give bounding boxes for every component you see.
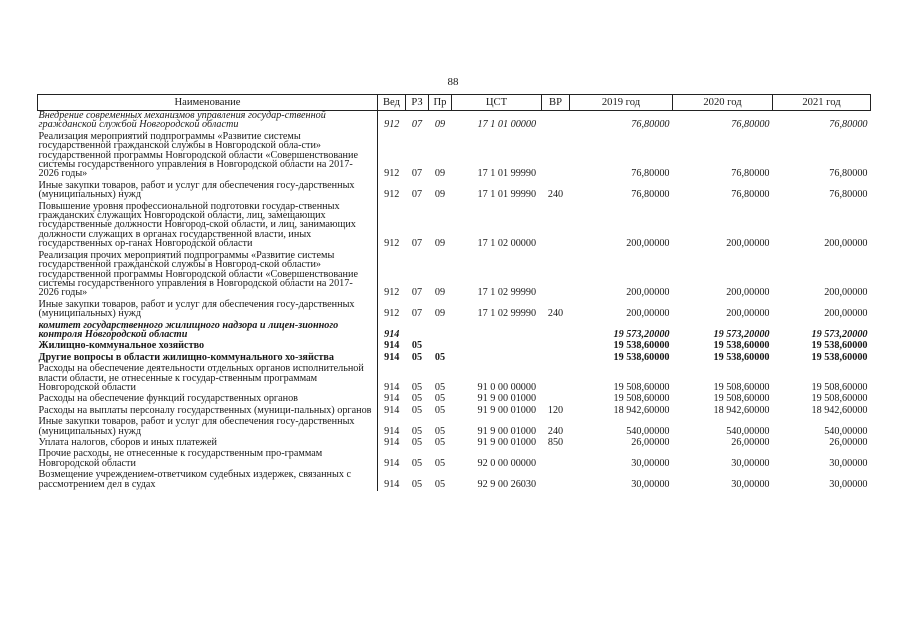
row-value-2021: 200,00000 [824, 308, 868, 320]
table-row [38, 132, 871, 181]
row-ved: 914 [384, 478, 400, 490]
row-rz: 05 [411, 381, 423, 393]
row-value-2019: 19 538,60000 [613, 340, 670, 352]
row-value-2020: 200,00000 [726, 287, 770, 299]
row-name: Реализация прочих мероприятий подпрограммы «Развитие системы государственной гражданской службы в Новгород-ской области» государственной программы Новгородской области «Совершенствование системы государственного управления в Новгородской области на 2017-2026 годы» [38, 251, 378, 300]
row-vr: 850 [547, 437, 564, 448]
row-pr: 09 [434, 287, 446, 299]
row-cst: 91 9 00 01000 [477, 425, 537, 437]
row-value-2020: 19 538,60000 [713, 340, 770, 352]
row-name: Иные закупки товаров, работ и услуг для обеспечения госу-дарственных (муниципальных) нужд [38, 417, 378, 438]
row-vr: 120 [547, 404, 564, 416]
row-cst: 91 9 00 01000 [477, 404, 537, 416]
row-name: Внедрение современных механизмов управления государ-ственной гражданской службой Новгородской области [38, 111, 378, 132]
row-vr: 240 [547, 308, 564, 320]
row-cst [452, 353, 542, 364]
row-value-2020: 26,00000 [731, 437, 770, 448]
row-pr: 05 [434, 404, 446, 416]
header-pr: Пр [429, 95, 452, 111]
row-rz: 05 [411, 437, 423, 448]
row-pr: 09 [434, 189, 446, 201]
row-name: Реализация мероприятий подпрограммы «Развитие системы государственной гражданской службы в Новгородской обла-сти» государственной программы Новгородской области «Совершенствование системы государственного управления в Новгородской области на 2017-2026 годы» [38, 132, 378, 181]
row-value-2021: 19 573,20000 [811, 328, 868, 340]
row-pr: 09 [434, 308, 446, 320]
row-rz: 07 [411, 308, 423, 320]
row-value-2020: 200,00000 [726, 238, 770, 250]
row-cst: 91 0 00 00000 [477, 381, 537, 393]
row-rz: 07 [411, 119, 423, 131]
row-ved: 914 [384, 404, 400, 416]
row-value-2020: 76,80000 [731, 168, 770, 180]
table-header-row [38, 95, 871, 111]
row-cst: 91 9 00 01000 [477, 437, 537, 448]
row-value-2019: 18 942,60000 [613, 404, 670, 416]
table-row [38, 364, 871, 394]
row-vr [542, 202, 570, 251]
table-row [38, 470, 871, 491]
row-ved: 912 [384, 287, 400, 299]
header-vr: ВР [542, 95, 570, 111]
row-ved: 914 [384, 340, 400, 352]
row-rz: 05 [411, 425, 423, 437]
row-ved: 914 [384, 328, 400, 340]
page-number: 88 [447, 76, 459, 88]
row-rz: 07 [411, 189, 423, 201]
row-pr: 09 [434, 238, 446, 250]
row-rz [406, 321, 429, 342]
row-vr [542, 353, 570, 364]
row-pr: 05 [434, 457, 446, 469]
table-row [38, 202, 871, 251]
row-value-2019: 19 573,20000 [613, 328, 670, 340]
row-name: Повышение уровня профессиональной подготовки государ-ственных гражданских служащих Новгородской области, лиц, замещающих государственные должности Новгород-ской области, и лиц, занимающих должности служащих в органах государственной власти, иных государственных ор-ганах Новгородской области [38, 202, 378, 251]
row-ved: 914 [384, 425, 400, 437]
row-name: Другие вопросы в области жилищно-коммунального хо-зяйства [38, 353, 378, 364]
row-value-2021: 200,00000 [824, 238, 868, 250]
row-value-2020: 19 508,60000 [713, 381, 770, 393]
row-ved: 912 [384, 238, 400, 250]
row-rz: 05 [411, 393, 423, 405]
row-pr: 05 [434, 437, 446, 448]
row-value-2019: 76,80000 [631, 119, 670, 131]
row-vr [542, 111, 570, 132]
row-vr [542, 132, 570, 181]
row-vr: 240 [547, 425, 564, 437]
row-vr [542, 321, 570, 342]
row-name: Иные закупки товаров, работ и услуг для обеспечения госу-дарственных (муниципальных) нужд [38, 300, 378, 321]
row-rz: 05 [411, 457, 423, 469]
row-cst: 92 9 00 26030 [477, 478, 537, 490]
row-ved: 914 [384, 437, 400, 448]
row-name: Жилищно-коммунальное хозяйство [38, 341, 378, 352]
row-ved: 914 [384, 457, 400, 469]
row-name: Расходы на выплаты персоналу государственных (муници-пальных) органов [38, 406, 378, 417]
row-cst: 17 1 02 00000 [477, 238, 537, 250]
row-value-2020: 200,00000 [726, 308, 770, 320]
row-value-2020: 18 942,60000 [713, 404, 770, 416]
row-ved: 914 [384, 393, 400, 405]
row-value-2021: 200,00000 [824, 287, 868, 299]
row-name: комитет государственного жилищного надзора и лицен-зионного контроля Новгородской области [38, 321, 378, 342]
row-value-2020: 76,80000 [731, 189, 770, 201]
header-cst: ЦСТ [452, 95, 542, 111]
row-value-2019: 19 508,60000 [613, 381, 670, 393]
row-ved: 914 [384, 351, 400, 363]
header-2020: 2020 год [673, 95, 773, 111]
row-cst: 17 1 01 99990 [477, 168, 537, 180]
row-cst: 17 1 02 99990 [477, 287, 537, 299]
row-value-2019: 30,00000 [631, 478, 670, 490]
row-pr [429, 321, 452, 342]
row-cst: 17 1 01 99990 [477, 189, 537, 201]
row-value-2021: 76,80000 [829, 168, 868, 180]
row-name: Возмещение учреждением-ответчиком судебных издержек, связанных с рассмотрением дел в судах [38, 470, 378, 491]
row-value-2019: 200,00000 [626, 308, 670, 320]
row-value-2019: 76,80000 [631, 189, 670, 201]
row-value-2021: 19 538,60000 [811, 340, 868, 352]
row-name: Расходы на обеспечение функций государственных органов [38, 394, 378, 405]
row-cst: 91 9 00 01000 [477, 393, 537, 405]
row-cst [452, 341, 542, 352]
row-pr: 09 [434, 119, 446, 131]
row-cst: 17 1 02 99990 [477, 308, 537, 320]
row-pr: 05 [434, 393, 446, 405]
row-value-2021: 76,80000 [829, 119, 868, 131]
table-row [38, 449, 871, 470]
header-name: Наименование [38, 95, 378, 111]
row-value-2020: 19 538,60000 [713, 351, 770, 363]
row-value-2019: 200,00000 [626, 238, 670, 250]
header-ved: Вед [378, 95, 406, 111]
row-rz: 05 [411, 351, 423, 363]
row-ved: 914 [384, 381, 400, 393]
header-rz: РЗ [406, 95, 429, 111]
row-value-2020: 19 573,20000 [713, 328, 770, 340]
row-vr [542, 364, 570, 394]
table-row [38, 251, 871, 300]
row-value-2020: 19 508,60000 [713, 393, 770, 405]
table-row [38, 417, 871, 438]
row-value-2021: 19 508,60000 [811, 393, 868, 405]
row-value-2021: 30,00000 [829, 478, 868, 490]
row-vr [542, 251, 570, 300]
row-value-2019: 76,80000 [631, 168, 670, 180]
row-name: Иные закупки товаров, работ и услуг для обеспечения госу-дарственных (муниципальных) нужд [38, 181, 378, 202]
row-value-2019: 200,00000 [626, 287, 670, 299]
row-value-2020: 30,00000 [731, 478, 770, 490]
row-value-2021: 19 508,60000 [811, 381, 868, 393]
row-value-2021: 76,80000 [829, 189, 868, 201]
row-ved: 912 [384, 168, 400, 180]
row-name: Прочие расходы, не отнесенные к государственным про-граммам Новгородской области [38, 449, 378, 470]
row-value-2020: 30,00000 [731, 457, 770, 469]
row-pr: 05 [434, 381, 446, 393]
row-name: Уплата налогов, сборов и иных платежей [38, 438, 378, 449]
row-ved: 912 [384, 308, 400, 320]
row-pr: 05 [434, 425, 446, 437]
row-rz: 07 [411, 168, 423, 180]
row-ved: 912 [384, 189, 400, 201]
row-vr: 240 [547, 189, 564, 201]
table-row [38, 181, 871, 202]
row-rz: 07 [411, 238, 423, 250]
row-vr [542, 470, 570, 491]
row-name: Расходы на обеспечение деятельности отдельных органов исполнительной власти области, не отнесенные к государ-ственным программам Новгородской области [38, 364, 378, 394]
row-cst: 17 1 01 00000 [477, 119, 537, 131]
row-value-2020: 540,00000 [726, 425, 770, 437]
row-value-2021: 26,00000 [829, 437, 868, 448]
row-pr: 05 [434, 351, 446, 363]
row-ved: 912 [384, 119, 400, 131]
row-value-2021: 19 538,60000 [811, 351, 868, 363]
row-rz: 05 [411, 340, 423, 352]
row-rz: 05 [411, 478, 423, 490]
row-cst [452, 321, 542, 342]
row-vr [542, 449, 570, 470]
row-value-2019: 540,00000 [626, 425, 670, 437]
row-value-2021: 540,00000 [824, 425, 868, 437]
budget-table [37, 94, 871, 491]
row-value-2019: 26,00000 [631, 437, 670, 448]
row-value-2021: 18 942,60000 [811, 404, 868, 416]
row-vr [542, 341, 570, 352]
header-2019: 2019 год [570, 95, 673, 111]
table-row [38, 321, 871, 342]
row-pr: 05 [434, 478, 446, 490]
row-value-2021: 30,00000 [829, 457, 868, 469]
row-value-2019: 19 538,60000 [613, 351, 670, 363]
table-row [38, 111, 871, 132]
row-rz: 05 [411, 404, 423, 416]
row-value-2019: 19 508,60000 [613, 393, 670, 405]
table-row [38, 300, 871, 321]
table-body [38, 111, 871, 492]
row-pr: 09 [434, 168, 446, 180]
row-value-2020: 76,80000 [731, 119, 770, 131]
header-2021: 2021 год [773, 95, 871, 111]
row-value-2019: 30,00000 [631, 457, 670, 469]
row-cst: 92 0 00 00000 [477, 457, 537, 469]
row-rz: 07 [411, 287, 423, 299]
